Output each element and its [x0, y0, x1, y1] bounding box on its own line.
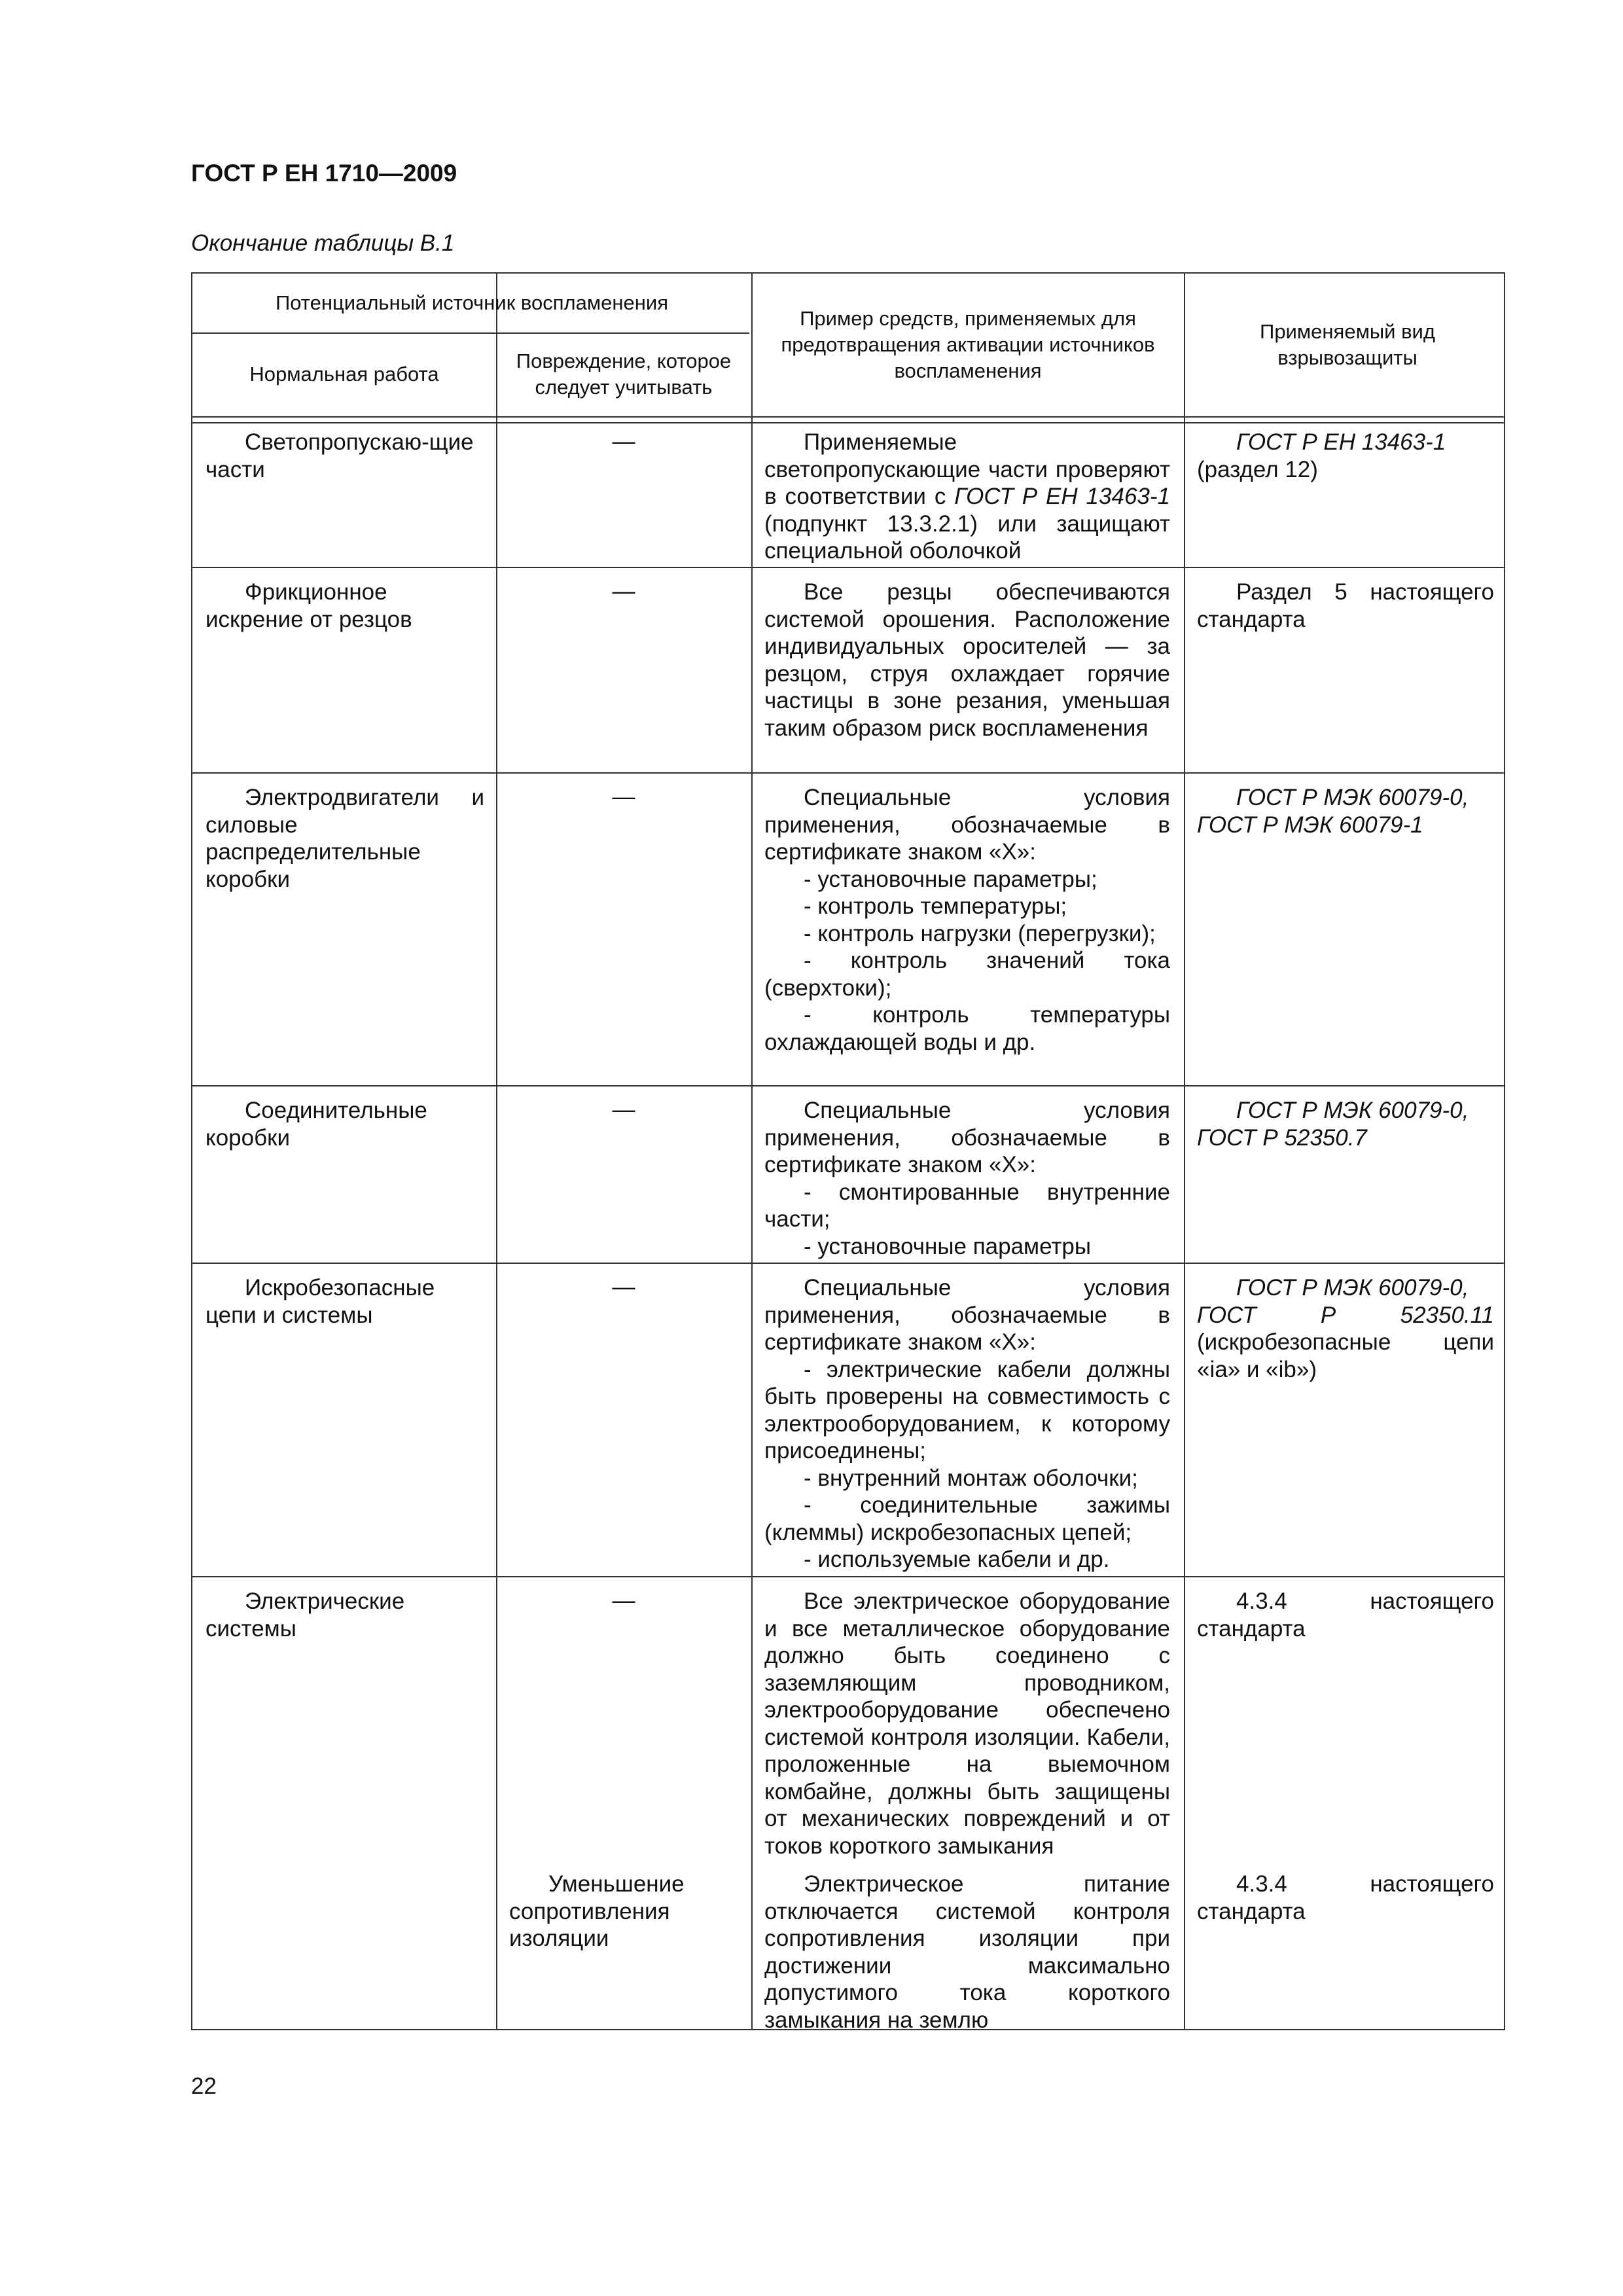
table-row-2-fault: — — [612, 579, 635, 604]
ignition-sources-table — [191, 272, 1505, 2033]
header-normal-operation: Нормальная работа — [249, 363, 439, 386]
table-row-4-normal: Соединительные коробки — [205, 1098, 427, 1151]
column-divider — [496, 274, 497, 2029]
table-row-4-fault: — — [612, 1097, 635, 1122]
header-ignition-source-group: Потенциальный источник воспламенения — [275, 291, 669, 314]
row-divider — [192, 1085, 1504, 1086]
table-row-5-measures: Специальные условия применения, обозначаемые в сертификате знаком «Х»: - электрические кабели должны быть проверены на совместимость с электрооборудованием, к которому присоединены; - внутренний монтаж оболочки; - соединительные зажимы (клеммы) искробезопасных цепей; - используемые кабели и др. — [764, 1275, 1170, 1572]
list-item: - электрические кабели должны быть проверены на совместимость с электрооборудованием, к которому присоединены; — [764, 1356, 1170, 1463]
header-protection-type: Применяемый вид взрывозащиты — [1260, 320, 1435, 369]
list-item: - контроль температуры охлаждающей воды и др. — [764, 1002, 1170, 1055]
table-row-4-protection: ГОСТ Р МЭК 60079-0, ГОСТ Р 52350.7 — [1197, 1098, 1469, 1151]
table-row-5-fault: — — [612, 1274, 635, 1300]
table-row-1-protection: ГОСТ Р ЕН 13463-1 (раздел 12) — [1197, 429, 1446, 482]
list-item: - смонтированные внутренние части; — [764, 1179, 1170, 1232]
list-item: - установочные параметры — [804, 1233, 1092, 1259]
row-divider — [192, 567, 1504, 568]
table-row-5-protection: ГОСТ Р МЭК 60079-0, ГОСТ Р 52350.11 (искробезопасные цепи «ia» и «ib») — [1197, 1275, 1494, 1382]
table-row-7-measures: Электрическое питание отключается системой контроля сопротивления изоляции при достижении максимально допустимого тока короткого замыкания на землю — [764, 1871, 1170, 2033]
list-item: - внутренний монтаж оболочки; — [804, 1465, 1138, 1491]
table-row-1-measures: Применяемые светопропускающие части проверяют в соответствии с ГОСТ Р ЕН 13463-1 (подпункт 13.3.2.1) или защищают специальной оболочкой — [764, 429, 1170, 564]
table-row-3-fault: — — [612, 784, 635, 810]
list-item: - контроль температуры; — [804, 893, 1067, 919]
table-row-7-protection: 4.3.4 настоящего стандарта — [1197, 1871, 1494, 1924]
table-row-6-fault: — — [612, 1588, 635, 1613]
list-item: - контроль значений тока (сверхтоки); — [764, 948, 1170, 1001]
header-damage: Повреждение, которое следует учитывать — [516, 350, 732, 399]
table-row-6-measures: Все электрическое оборудование и все металлическое оборудование должно быть соединено с заземляющим проводником, электрооборудование обеспечено системой контроля изоляции. Кабели, проложенные на выемочном комбайне, должны быть защищены от механических повреждений и от токов короткого замыкания — [764, 1588, 1170, 1859]
table-row-1-normal: Светопропускаю-щие части — [205, 429, 474, 482]
table-row-1-fault: — — [612, 429, 635, 454]
table-row-2-measures: Все резцы обеспечиваются системой орошения. Расположение индивидуальных оросителей — за резцом, струя охлаждает горячие частицы в зоне резания, уменьшая таким образом риск воспламенения — [764, 579, 1170, 741]
header-divider — [192, 416, 1504, 418]
table-row-3-protection: ГОСТ Р МЭК 60079-0, ГОСТ Р МЭК 60079-1 — [1197, 785, 1469, 838]
list-item: - соединительные зажимы (клеммы) искробезопасных цепей; — [764, 1492, 1170, 1545]
list-item: - установочные параметры; — [804, 866, 1097, 892]
table-caption: Окончание таблицы В.1 — [191, 230, 455, 256]
column-divider — [1184, 274, 1185, 2029]
table-row-2-protection: Раздел 5 настоящего стандарта — [1197, 579, 1494, 632]
table-row-2-normal: Фрикционное искрение от резцов — [205, 579, 412, 632]
list-item: - контроль нагрузки (перегрузки); — [804, 920, 1156, 946]
list-item: - используемые кабели и др. — [804, 1547, 1110, 1572]
row-divider — [192, 1576, 1504, 1577]
page-number: 22 — [191, 2073, 217, 2099]
table-row-5-normal: Искробезопасные цепи и системы — [205, 1275, 435, 1328]
table-row-6-protection: 4.3.4 настоящего стандарта — [1197, 1588, 1494, 1641]
header-divider — [192, 422, 1504, 423]
row-divider — [192, 1263, 1504, 1264]
table-row-3-normal: Электродвигатели и силовые распределительные коробки — [205, 785, 484, 892]
row-divider — [192, 772, 1504, 774]
table-row-4-measures: Специальные условия применения, обозначаемые в сертификате знаком «Х»: - смонтированные внутренние части; - установочные параметры — [764, 1098, 1170, 1259]
table-row-7-fault: Уменьшение сопротивления изоляции — [509, 1871, 685, 1951]
table-row-3-measures: Специальные условия применения, обозначаемые в сертификате знаком «Х»: - установочные параметры; - контроль температуры; - контроль нагрузки (перегрузки); - контроль значений тока (сверхтоки); - контроль температуры охлаждающей воды и др. — [764, 785, 1170, 1055]
column-divider — [751, 274, 753, 2029]
table-row-6-normal: Электрические системы — [205, 1588, 405, 1641]
header-measures: Пример средств, применяемых для предотвращения активации источников воспламенения — [781, 307, 1155, 382]
document-code-header: ГОСТ Р ЕН 1710—2009 — [191, 160, 457, 187]
